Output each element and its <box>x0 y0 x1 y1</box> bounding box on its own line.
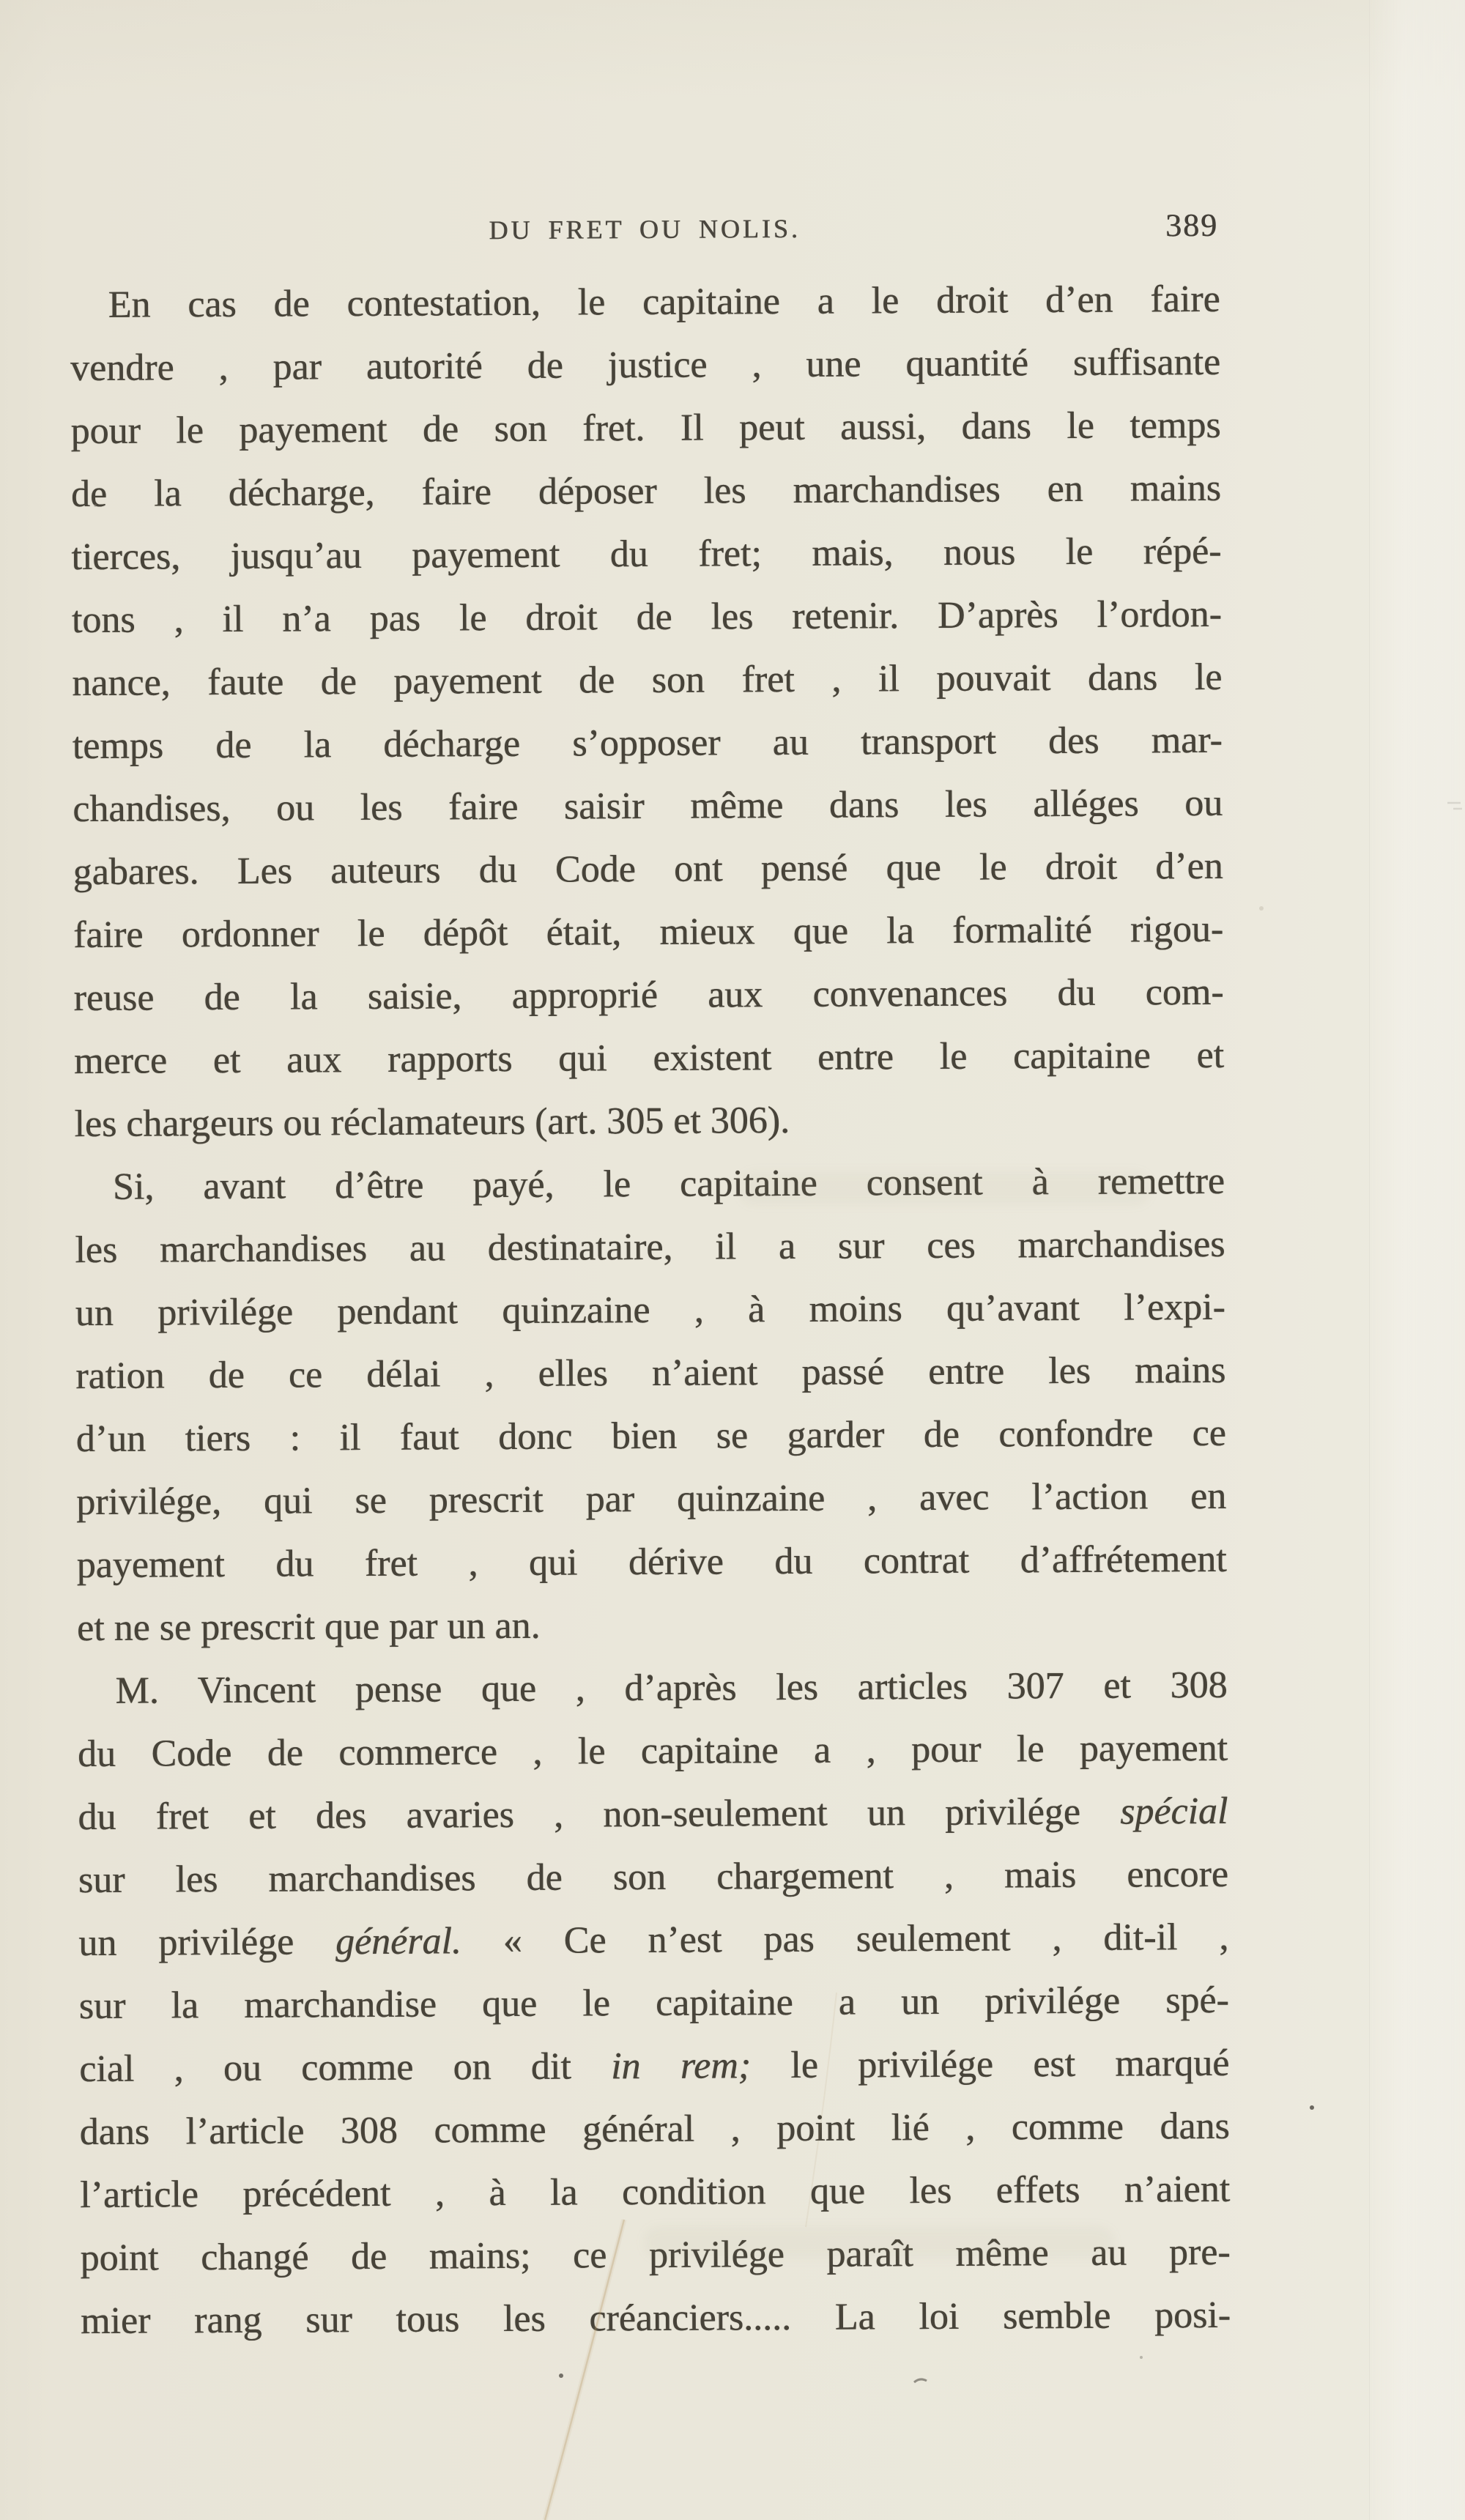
text-line <box>79 1969 1229 2038</box>
text-line <box>73 961 1223 1030</box>
ink-speck <box>559 2373 563 2378</box>
body-text-segment: vendre , par autorité de justice , une quantité suffisante <box>70 341 1221 390</box>
body-text-segment: ration de ce délai , elles n’aient passé entre les mains <box>75 1349 1226 1398</box>
body-text-segment: En cas de contestation, le capitaine a le droit d’en faire <box>108 278 1220 326</box>
body-text-segment: tons , il n’a pas le droit de les retenir. D’après l’ordon- <box>71 593 1223 642</box>
body-text-segment: dans l’article 308 comme général , point lié , comme dans <box>79 2105 1230 2154</box>
text-line <box>73 709 1223 778</box>
body-text-segment: pour le payement de son fret. Il peut aussi, dans le temps <box>70 404 1221 453</box>
text-line <box>79 2032 1229 2101</box>
body-text-segment: d’un tiers : il faut donc bien se garder de confondre ce <box>75 1412 1226 1461</box>
text-line <box>70 268 1220 337</box>
text-line <box>70 331 1220 400</box>
body-text-segment: du fret et des avaries , non-seulement un privilége <box>78 1790 1121 1839</box>
body-text-segment: merce et aux rapports qui existent entre le capitaine et <box>73 1034 1225 1083</box>
page-header <box>70 207 1220 249</box>
text-line <box>73 835 1223 904</box>
page-edge <box>1369 0 1465 2520</box>
body-text-segment: un privilége pendant quinzaine , à moins qu’avant l’expi- <box>75 1286 1225 1335</box>
italic-text: in rem; <box>610 2045 752 2088</box>
text-line <box>72 583 1222 652</box>
paragraph <box>70 268 1224 1156</box>
text-line <box>76 1465 1226 1534</box>
running-title: DU FRET OU NOLIS. <box>489 213 801 245</box>
body-text-segment: temps de la décharge s’opposer au transport des mar- <box>72 719 1223 768</box>
body-text-segment: sur les marchandises de son chargement , mais encore <box>78 1853 1229 1902</box>
italic-text: général. <box>335 1920 462 1963</box>
text-line <box>77 1591 1227 1660</box>
paragraph <box>77 1654 1231 2353</box>
body-text-segment: faire ordonner le dépôt était, mieux que la formalité rigou- <box>73 908 1224 957</box>
body-text-segment: du Code de commerce , le capitaine a , pour le payement <box>77 1727 1228 1776</box>
body-text-segment: privilége, qui se prescrit par quinzaine , avec l’action en <box>76 1475 1227 1524</box>
text-line <box>78 1906 1228 1975</box>
body-text-segment: payement du fret , qui dérive du contrat d’affrétement <box>76 1538 1227 1587</box>
text-line <box>75 1213 1225 1282</box>
body-text-segment: gabares. Les auteurs du Code ont pensé que le droit d’en <box>73 845 1223 894</box>
text-line <box>75 1276 1225 1345</box>
page-content <box>70 207 1231 2353</box>
text-line <box>74 1024 1224 1093</box>
text-line <box>80 2221 1230 2290</box>
text-line <box>78 1717 1228 1786</box>
text-line <box>76 1528 1226 1597</box>
body-text-segment: « Ce n’est pas seulement , dit-il , <box>461 1916 1229 1963</box>
text-line <box>73 898 1223 967</box>
body-text-segment: l’article précédent , à la condition que les effets n’aient <box>80 2168 1231 2217</box>
text-line <box>76 1402 1226 1471</box>
text-line <box>73 772 1223 841</box>
italic-text: spécial <box>1119 1790 1228 1833</box>
text-line <box>71 457 1221 526</box>
body-text-segment: M. Vincent pense que , d’après les articles 307 et 308 <box>115 1664 1228 1712</box>
body-text <box>70 268 1231 2353</box>
paper-fleck <box>1259 906 1264 911</box>
body-text-segment: les chargeurs ou réclamateurs (art. 305 et 306). <box>74 1099 790 1146</box>
body-text-segment: sur la marchandise que le capitaine a un privilége spé- <box>78 1979 1229 2028</box>
text-line <box>79 2095 1229 2164</box>
text-line <box>80 2158 1230 2227</box>
text-line <box>81 2284 1231 2353</box>
text-line <box>78 1780 1228 1849</box>
body-text-segment: cial , ou comme on dit <box>79 2045 612 2091</box>
body-text-segment: chandises, ou les faire saisir même dans les alléges ou <box>73 782 1223 831</box>
paragraph <box>75 1150 1228 1660</box>
body-text-segment: mier rang sur tous les créanciers..... La loi semble posi- <box>80 2294 1231 2343</box>
text-line <box>74 1087 1224 1156</box>
page-number: 389 <box>1165 207 1219 244</box>
body-text-segment: point changé de mains; ce privilége paraît même au pre- <box>80 2231 1231 2280</box>
text-line <box>71 520 1221 589</box>
text-line <box>75 1150 1225 1219</box>
body-text-segment: Si, avant d’être payé, le capitaine consent à remettre <box>112 1160 1225 1208</box>
text-line <box>75 1339 1225 1408</box>
text-line <box>77 1654 1227 1723</box>
text-line <box>78 1843 1228 1912</box>
body-text-segment: le privilége est marqué <box>750 2042 1230 2087</box>
body-text-segment: de la décharge, faire déposer les marchandises en mains <box>70 467 1222 516</box>
ink-speck <box>1140 2356 1143 2359</box>
text-line <box>70 394 1220 463</box>
body-text-segment: un privilége <box>78 1921 336 1965</box>
ink-speck <box>914 2379 927 2382</box>
body-text-segment: et ne se prescrit que par un an. <box>76 1604 541 1650</box>
body-text-segment: tierces, jusqu’au payement du fret; mais, nous le répé- <box>71 530 1222 579</box>
body-text-segment: les marchandises au destinataire, il a sur ces marchandises <box>75 1223 1225 1272</box>
ink-speck <box>1310 2105 1314 2110</box>
text-line <box>72 646 1222 715</box>
body-text-segment: nance, faute de payement de son fret , il pouvait dans le <box>72 656 1223 705</box>
body-text-segment: reuse de la saisie, approprié aux convenances du com- <box>73 971 1224 1020</box>
